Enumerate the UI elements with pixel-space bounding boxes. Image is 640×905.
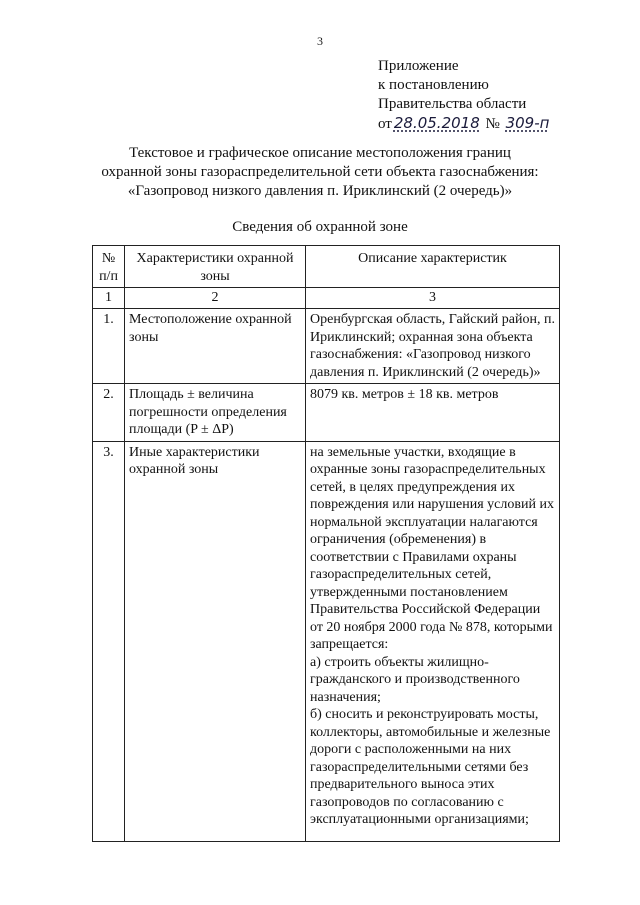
table-column-numbers-row: [93, 288, 560, 309]
title-line-2: охранной зоны газораспределительной сети объекта газоснабжения:: [101, 164, 539, 180]
header-characteristic: Характеристики охранной зоны: [125, 246, 306, 288]
row-description: 8079 кв. метров ± 18 кв. метров: [306, 384, 560, 442]
table-row: [93, 309, 560, 384]
restrictions-intro: на земельные участки, входящие в охранные зоны газораспределительных сетей, в целях предупреждения их повреждения или нарушения условий их нормальной эксплуатации налагаются ограничения (обременения) в соответствии с Правилами охраны газораспределительных сетей, утвержденными постановлением Правительства Российской Федерации от 20 ноября 2000 года № 878, которыми запрещается:: [310, 444, 554, 652]
appendix-line-1: Приложение: [378, 58, 459, 74]
row-characteristic: Иные характеристики охранной зоны: [125, 441, 306, 841]
appendix-line-2: к постановлению: [378, 77, 489, 93]
col-number-2: 2: [125, 288, 306, 309]
row-characteristic: Местоположение охранной зоны: [125, 309, 306, 384]
date-prefix: от: [378, 116, 392, 132]
col-number-1: 1: [93, 288, 125, 309]
row-description: [306, 441, 560, 841]
row-description: Оренбургская область, Гайский район, п. Ириклинский; охранная зона объекта газоснабжения: «Газопровод низкого давления п. Ириклинский (2 очередь)»: [306, 309, 560, 384]
page-number: 3: [317, 34, 323, 48]
restriction-item-a: а) строить объекты жилищно-гражданского и производственного назначения;: [310, 654, 520, 705]
table-header-row: [93, 246, 560, 288]
appendix-line-3: Правительства области: [378, 96, 527, 112]
table-row: [93, 441, 560, 841]
document-title: [60, 144, 580, 201]
col-number-3: 3: [306, 288, 560, 309]
handwritten-number: 309-п: [505, 114, 550, 132]
row-number: 3.: [93, 441, 125, 841]
title-line-1: Текстовое и графическое описание местоположения границ: [129, 145, 511, 161]
table-row: [93, 384, 560, 442]
section-title: Сведения об охранной зоне: [232, 219, 408, 235]
appendix-block: [378, 57, 551, 134]
appendix-date-line: [378, 114, 551, 134]
header-number: № п/п: [93, 246, 125, 288]
restriction-item-b: б) сносить и реконструировать мосты, коллекторы, автомобильные и железные дороги с расположенными на них газораспределительными сетями без предварительного выноса этих газопроводов по согласованию с эксплуатационными организациями;: [310, 707, 551, 827]
header-description: Описание характеристик: [306, 246, 560, 288]
number-sign: №: [485, 116, 500, 132]
row-number: 1.: [93, 309, 125, 384]
handwritten-date: 28.05.2018: [393, 114, 480, 132]
row-characteristic: Площадь ± величина погрешности определения площади (P ± ΔP): [125, 384, 306, 442]
row-number: 2.: [93, 384, 125, 442]
protection-zone-table: [92, 245, 560, 842]
title-line-3: «Газопровод низкого давления п. Ириклинский (2 очередь)»: [127, 183, 513, 199]
